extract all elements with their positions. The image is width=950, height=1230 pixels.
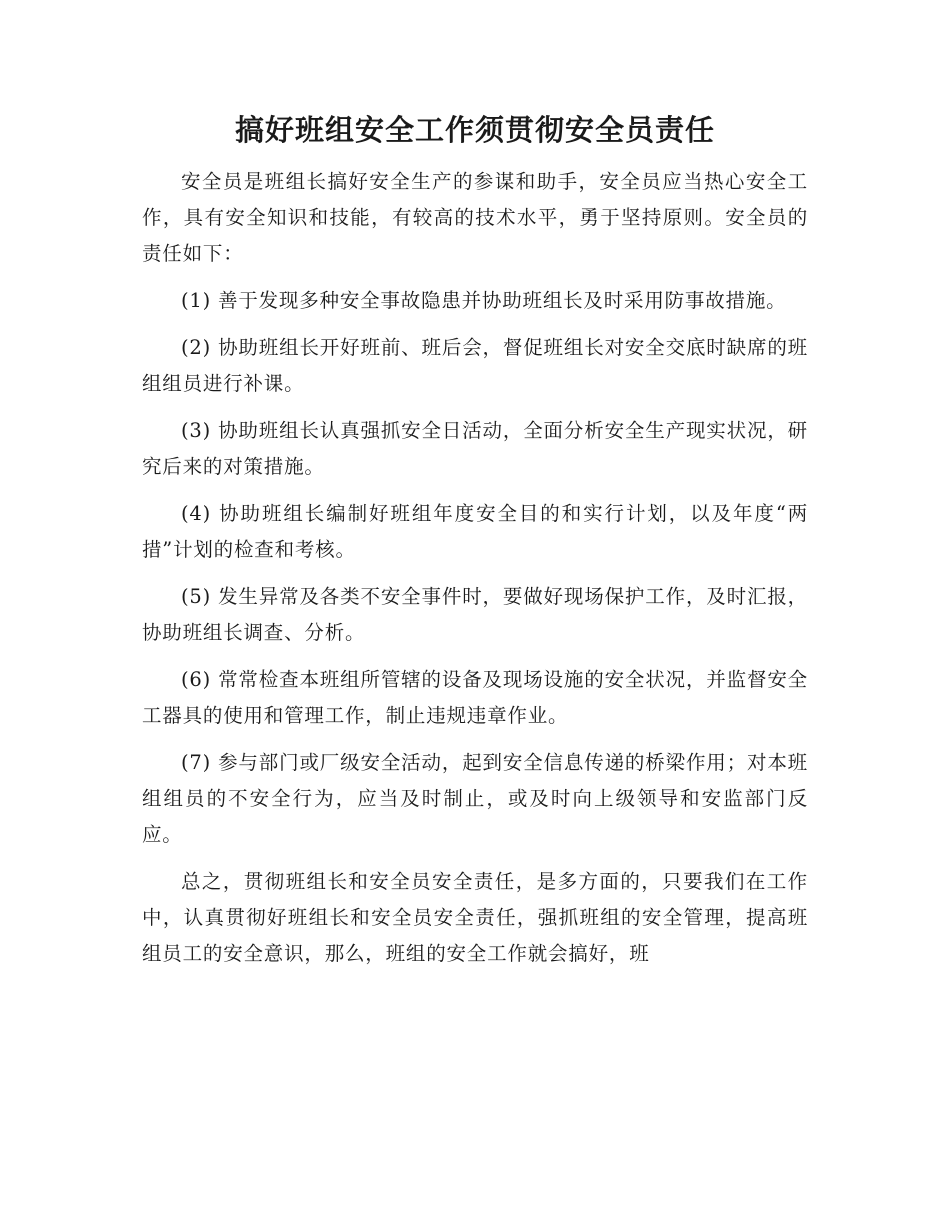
paragraph-item-6: (6) 常常检查本班组所管辖的设备及现场设施的安全状况，并监督安全工器具的使用和管理工作，制止违规违章作业。 [142,668,808,727]
document-title: 搞好班组安全工作须贯彻安全员责任 [234,113,715,147]
paragraph-intro: 安全员是班组长搞好安全生产的参谋和助手，安全员应当热心安全工作，具有安全知识和技能，有较高的技术水平，勇于坚持原则。安全员的责任如下： [142,170,808,265]
document-body [142,164,808,983]
paragraph-item-5: (5) 发生异常及各类不安全事件时，要做好现场保护工作，及时汇报，协助班组长调查、分析。 [142,585,808,644]
paragraph-item-7: (7) 参与部门或厂级安全活动，起到安全信息传递的桥梁作用；对本班组组员的不安全行为，应当及时制止，或及时向上级领导和安监部门反应。 [142,751,808,846]
paragraph-conclusion: 总之，贯彻班组长和安全员安全责任，是多方面的，只要我们在工作中，认真贯彻好班组长和安全员安全责任，强抓班组的安全管理，提高班组员工的安全意识，那么，班组的安全工作就会搞好，班 [142,870,808,965]
paragraph-item-4: (4) 协助班组长编制好班组年度安全目的和实行计划，以及年度“两措”计划的检查和考核。 [142,502,808,561]
paragraph-item-3: (3) 协助班组长认真强抓安全日活动，全面分析安全生产现实状况，研究后来的对策措施。 [142,419,808,478]
paragraph-item-2: (2) 协助班组长开好班前、班后会，督促班组长对安全交底时缺席的班组组员进行补课。 [142,336,808,395]
paragraph-item-1: (1) 善于发现多种安全事故隐患并协助班组长及时采用防事故措施。 [181,289,787,312]
